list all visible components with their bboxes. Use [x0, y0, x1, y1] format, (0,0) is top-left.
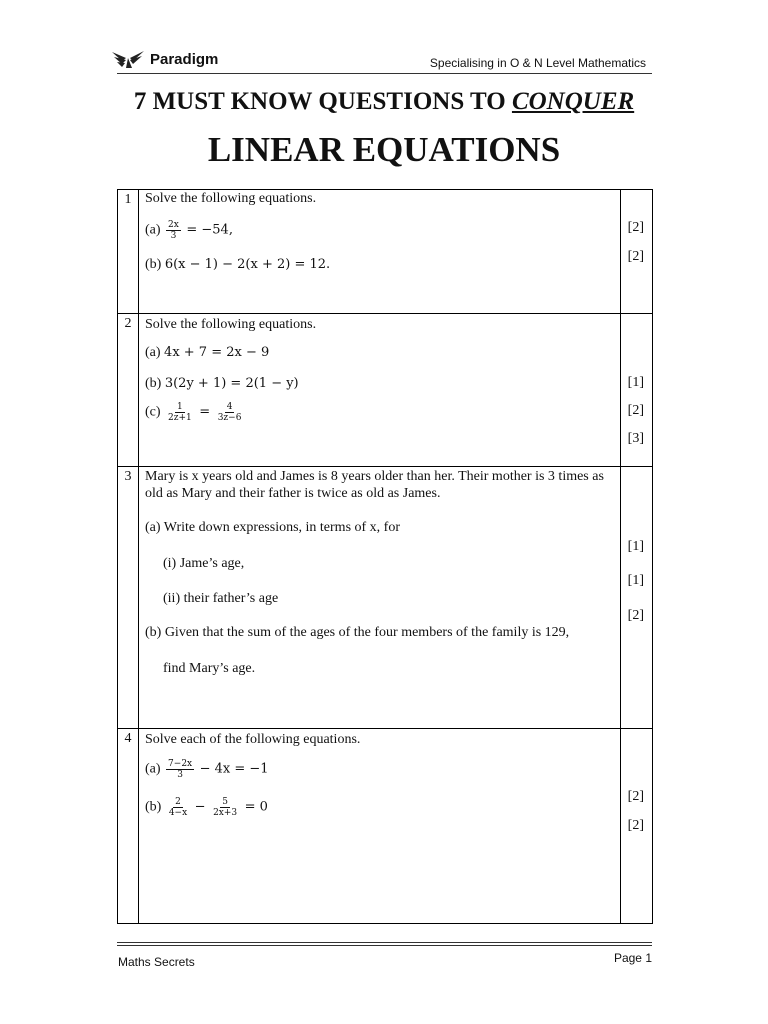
question-row-2	[118, 314, 653, 467]
footer-divider	[117, 945, 652, 946]
marks-label: [2]	[627, 789, 644, 804]
question-row-3	[118, 467, 653, 729]
question-prompt-line: old as Mary and their father is twice as old as James.	[145, 486, 441, 501]
question-prompt: Solve each of the following equations.	[145, 732, 361, 747]
question-number: 1	[118, 190, 139, 314]
brand-logo	[110, 44, 218, 74]
marks-label: [1]	[627, 573, 644, 588]
fraction: $\frac{5}{2x+3}$	[213, 797, 238, 818]
question-prompt: Solve the following equations.	[145, 317, 317, 332]
question-part: (a) $\frac{7-2x}{3}$ − 4x = −1	[145, 759, 269, 780]
question-subpart: (ii) their father’s age	[163, 591, 279, 606]
marks-label: [1]	[627, 375, 644, 390]
marks-label: [2]	[627, 818, 644, 833]
title-emphasis: CONQUER	[511, 88, 635, 115]
question-prompt: Solve the following equations.	[145, 191, 317, 206]
question-part: (a) $\frac{2x}{3}$ = −54,	[145, 220, 233, 241]
question-part: (b) 6(x − 1) − 2(x + 2) = 12.	[145, 257, 331, 272]
header-tagline: Specialising in O & N Level Mathematics	[429, 56, 646, 70]
questions-table	[117, 189, 653, 924]
title-prefix: 7 MUST KNOW QUESTIONS TO	[133, 88, 512, 115]
question-prompt-line: Mary is x years old and James is 8 years older than her. Their mother is 3 times as	[145, 469, 604, 484]
question-part: (b) Given that the sum of the ages of the four members of the family is 129,	[145, 625, 570, 640]
page-number: Page 1	[613, 951, 652, 965]
question-part: (b) $\frac{2}{4-x}$ − $\frac{5}{2x+3}$ = 0	[145, 797, 268, 818]
brand-name: Paradigm	[150, 50, 219, 68]
fraction: $\frac{2}{4-x}$	[168, 797, 188, 818]
marks-label: [2]	[627, 249, 644, 264]
page-subtitle: LINEAR EQUATIONS	[207, 130, 561, 169]
question-part: find Mary’s age.	[163, 661, 256, 676]
marks-label: [1]	[627, 539, 644, 554]
question-number: 3	[118, 467, 139, 729]
page-title	[0, 88, 768, 116]
header-divider	[117, 73, 652, 74]
question-row-1	[118, 190, 653, 314]
marks-label: [2]	[627, 220, 644, 235]
question-part: (a) 4x + 7 = 2x − 9	[145, 345, 270, 360]
question-part: (b) 3(2y + 1) = 2(1 − y)	[145, 376, 299, 391]
marks-label: [2]	[627, 608, 644, 623]
fraction: $\frac{2x}{3}$	[168, 220, 179, 241]
question-subpart: (i) Jame’s age,	[163, 556, 245, 571]
question-part: (a) Write down expressions, in terms of x, for	[145, 520, 401, 535]
footer-divider	[117, 942, 652, 943]
wings-logo-icon	[110, 48, 146, 70]
marks-label: [2]	[627, 403, 644, 418]
question-row-4	[118, 729, 653, 924]
marks-label: [3]	[627, 431, 644, 446]
question-number: 2	[118, 314, 139, 467]
question-number: 4	[118, 729, 139, 924]
fraction: $\frac{4}{3z-6}$	[217, 402, 242, 423]
fraction: $\frac{1}{2z+1}$	[168, 402, 192, 423]
question-part: (c) $\frac{1}{2z+1}$ = $\frac{4}{3z-6}$	[145, 402, 242, 423]
footer-title: Maths Secrets	[118, 955, 195, 969]
fraction: $\frac{7-2x}{3}$	[168, 759, 193, 780]
